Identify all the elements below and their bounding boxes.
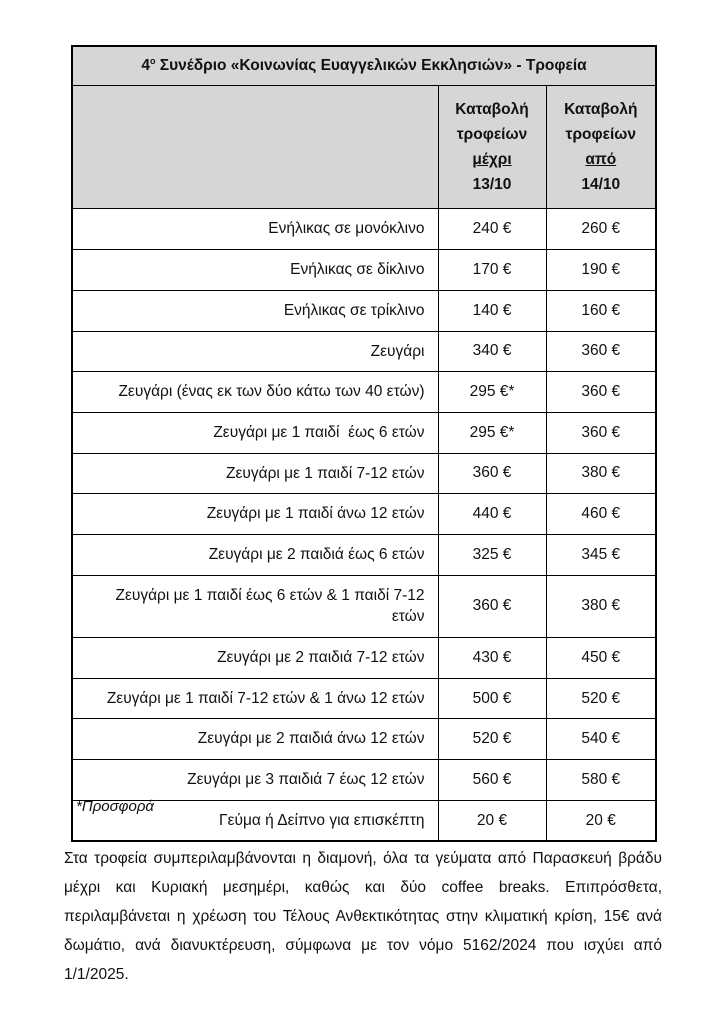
table-row bbox=[72, 453, 656, 494]
column-header-from: Καταβολή τροφείων από 14/10 bbox=[546, 86, 656, 209]
row-label: Ενήλικας σε δίκλινο bbox=[72, 250, 438, 291]
row-label: Ζευγάρι με 2 παιδιά έως 6 ετών bbox=[72, 534, 438, 575]
row-label: Γεύμα ή Δείπνο για επισκέπτη bbox=[72, 800, 438, 841]
row-label: Ενήλικας σε τρίκλινο bbox=[72, 290, 438, 331]
conference-fees-table bbox=[71, 45, 657, 842]
price-from: 160 € bbox=[546, 290, 656, 331]
table-row bbox=[72, 800, 656, 841]
price-from: 360 € bbox=[546, 372, 656, 413]
row-label: Ζευγάρι με 2 παιδιά άνω 12 ετών bbox=[72, 719, 438, 760]
price-from: 540 € bbox=[546, 719, 656, 760]
table-title bbox=[72, 46, 656, 86]
price-from: 360 € bbox=[546, 331, 656, 372]
price-until: 295 €* bbox=[438, 372, 546, 413]
price-until: 140 € bbox=[438, 290, 546, 331]
table-row bbox=[72, 719, 656, 760]
table-row bbox=[72, 372, 656, 413]
table-row bbox=[72, 678, 656, 719]
inclusions-paragraph: Στα τροφεία συμπεριλαμβάνονται η διαμονή, όλα τα γεύματα από Παρασκευή βράδυ μέχρι και Κυριακή μεσημέρι, καθώς και δύο coffee breaks. Επιπρόσθετα, περιλαμβάνεται η χρέωση του Τέλους Ανθεκτικότητας στην κλιματική κρίση, 15€ ανά δωμάτιο, ανά διανυκτέρευση, σύμφωνα με τον νόμο 5162/2024 που ισχύει από 1/1/2025. bbox=[64, 850, 662, 983]
price-from: 190 € bbox=[546, 250, 656, 291]
row-label: Ζευγάρι με 2 παιδιά 7-12 ετών bbox=[72, 638, 438, 679]
row-label: Ζευγάρι με 1 παιδί έως 6 ετών bbox=[72, 412, 438, 453]
table-row bbox=[72, 209, 656, 250]
price-until: 325 € bbox=[438, 534, 546, 575]
table-row bbox=[72, 412, 656, 453]
price-until: 360 € bbox=[438, 453, 546, 494]
price-until: 430 € bbox=[438, 638, 546, 679]
header-empty-cell bbox=[72, 86, 438, 209]
row-label: Ζευγάρι με 1 παιδί έως 6 ετών & 1 παιδί 7-12 ετών bbox=[72, 575, 438, 637]
row-label: Ζευγάρι (ένας εκ των δύο κάτω των 40 ετών) bbox=[72, 372, 438, 413]
price-until: 340 € bbox=[438, 331, 546, 372]
row-label: Ζευγάρι με 3 παιδιά 7 έως 12 ετών bbox=[72, 760, 438, 801]
title-text: Συνέδριο «Κοινωνίας Ευαγγελικών Εκκλησιών» - Τροφεία bbox=[155, 57, 587, 74]
offer-footnote: *Προσφορά bbox=[76, 798, 154, 815]
column-header-until: Καταβολή τροφείων μέχρι 13/10 bbox=[438, 86, 546, 209]
table-row bbox=[72, 575, 656, 637]
price-until: 170 € bbox=[438, 250, 546, 291]
title-number: 4 bbox=[141, 57, 150, 74]
row-label: Ενήλικας σε μονόκλινο bbox=[72, 209, 438, 250]
table-row bbox=[72, 331, 656, 372]
price-from: 450 € bbox=[546, 638, 656, 679]
price-until: 500 € bbox=[438, 678, 546, 719]
title-ordinal-superscript: ο bbox=[149, 55, 156, 66]
table-row bbox=[72, 638, 656, 679]
table-row bbox=[72, 494, 656, 535]
price-from: 20 € bbox=[546, 800, 656, 841]
price-from: 580 € bbox=[546, 760, 656, 801]
price-until: 20 € bbox=[438, 800, 546, 841]
price-from: 380 € bbox=[546, 575, 656, 637]
price-until: 560 € bbox=[438, 760, 546, 801]
table-row bbox=[72, 760, 656, 801]
table-title-row bbox=[72, 46, 656, 86]
row-label: Ζευγάρι bbox=[72, 331, 438, 372]
price-until: 360 € bbox=[438, 575, 546, 637]
price-from: 360 € bbox=[546, 412, 656, 453]
price-until: 240 € bbox=[438, 209, 546, 250]
fees-table-container bbox=[71, 45, 655, 842]
table-header-row bbox=[72, 86, 656, 209]
row-label: Ζευγάρι με 1 παιδί 7-12 ετών & 1 άνω 12 ετών bbox=[72, 678, 438, 719]
price-until: 520 € bbox=[438, 719, 546, 760]
price-from: 460 € bbox=[546, 494, 656, 535]
price-from: 520 € bbox=[546, 678, 656, 719]
price-until: 440 € bbox=[438, 494, 546, 535]
table-row bbox=[72, 250, 656, 291]
table-row bbox=[72, 534, 656, 575]
price-until: 295 €* bbox=[438, 412, 546, 453]
row-label: Ζευγάρι με 1 παιδί άνω 12 ετών bbox=[72, 494, 438, 535]
price-from: 380 € bbox=[546, 453, 656, 494]
row-label: Ζευγάρι με 1 παιδί 7-12 ετών bbox=[72, 453, 438, 494]
price-from: 345 € bbox=[546, 534, 656, 575]
table-row bbox=[72, 290, 656, 331]
price-from: 260 € bbox=[546, 209, 656, 250]
